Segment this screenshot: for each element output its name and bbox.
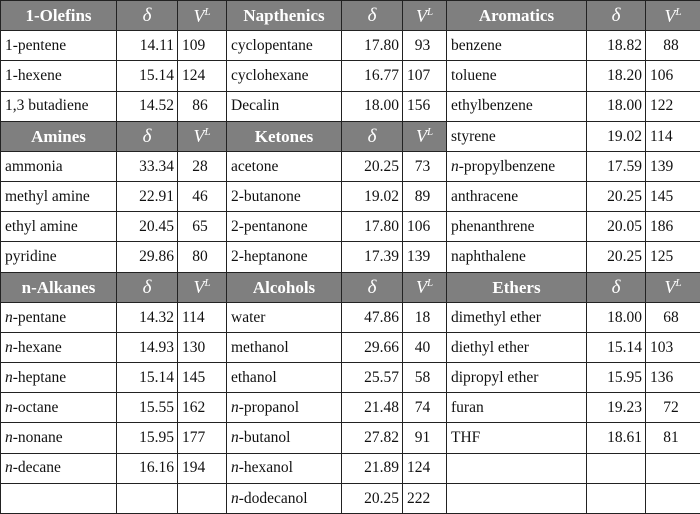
name-text: 2-pentanone bbox=[231, 218, 308, 236]
delta-value: 17.80 bbox=[342, 31, 403, 61]
compound-name bbox=[447, 212, 587, 242]
delta-value: 17.39 bbox=[342, 242, 403, 272]
empty-cell bbox=[447, 453, 587, 483]
delta-value: 15.14 bbox=[587, 332, 646, 362]
table-row bbox=[1, 363, 700, 393]
name-prefix: n bbox=[5, 338, 13, 356]
delta-value: 20.25 bbox=[587, 242, 646, 272]
table-row bbox=[1, 393, 700, 423]
name-text: -propylbenzene bbox=[458, 157, 556, 175]
name-text: -heptane bbox=[12, 368, 67, 386]
name-text: ethanol bbox=[231, 368, 277, 386]
molar-volume-value: 18 bbox=[403, 302, 447, 332]
name-text: benzene bbox=[451, 37, 502, 54]
name-prefix: n bbox=[5, 429, 13, 447]
group-header-alkanes: n-Alkanes bbox=[1, 272, 117, 302]
compound-name bbox=[1, 332, 117, 362]
delta-value: 21.48 bbox=[342, 393, 403, 423]
group-header-napthenics: Napthenics bbox=[227, 1, 342, 31]
name-text: pyridine bbox=[5, 248, 57, 266]
name-text: -nonane bbox=[12, 429, 63, 447]
name-text: -hexanol bbox=[238, 459, 293, 477]
name-text: cyclopentane bbox=[231, 37, 313, 54]
molar-volume-value: 80 bbox=[178, 242, 227, 272]
compound-name bbox=[227, 393, 342, 423]
name-text: furan bbox=[451, 399, 484, 417]
compound-name bbox=[227, 363, 342, 393]
molar-volume-value: 40 bbox=[403, 332, 447, 362]
group-header-ethers: Ethers bbox=[447, 272, 587, 302]
name-text: 1-hexene bbox=[5, 67, 62, 85]
delta-value: 21.89 bbox=[342, 453, 403, 483]
name-text: THF bbox=[451, 429, 481, 447]
delta-value: 14.52 bbox=[117, 91, 178, 121]
molar-volume-value: 177 bbox=[178, 423, 227, 453]
name-text: 2-butanone bbox=[231, 187, 301, 205]
table-row bbox=[1, 242, 700, 272]
molar-volume-value: 109 bbox=[178, 31, 227, 61]
molar-volume-value: 106 bbox=[646, 61, 700, 91]
compound-name bbox=[447, 332, 587, 362]
molar-volume-value: 124 bbox=[403, 453, 447, 483]
molar-volume-value: 139 bbox=[403, 242, 447, 272]
delta-value: 15.14 bbox=[117, 363, 178, 393]
name-text: acetone bbox=[231, 157, 279, 175]
vl-base: V bbox=[193, 126, 205, 147]
compound-name bbox=[447, 182, 587, 212]
molar-volume-value: 194 bbox=[178, 453, 227, 483]
delta-value: 18.00 bbox=[587, 302, 646, 332]
compound-name bbox=[447, 91, 587, 121]
compound-name bbox=[1, 61, 117, 91]
empty-cell bbox=[178, 483, 227, 513]
name-prefix: n bbox=[5, 368, 13, 386]
name-text: methyl amine bbox=[5, 187, 90, 205]
table-row bbox=[1, 332, 700, 362]
molar-volume-value: 103 bbox=[646, 332, 700, 362]
vl-sup: L bbox=[204, 5, 211, 18]
compound-name bbox=[1, 363, 117, 393]
name-text: 2-heptanone bbox=[231, 248, 308, 266]
delta-header: δ bbox=[342, 1, 403, 31]
name-text: -dodecanol bbox=[238, 489, 308, 507]
empty-cell bbox=[117, 483, 178, 513]
compound-name bbox=[1, 151, 117, 181]
group-header-aromatics: Aromatics bbox=[447, 1, 587, 31]
empty-cell bbox=[646, 453, 700, 483]
molar-volume-header bbox=[403, 1, 447, 31]
delta-value: 33.34 bbox=[117, 151, 178, 181]
table-row bbox=[1, 182, 700, 212]
molar-volume-value: 93 bbox=[403, 31, 447, 61]
compound-name bbox=[447, 242, 587, 272]
molar-volume-value: 68 bbox=[646, 302, 700, 332]
compound-name bbox=[447, 151, 587, 181]
molar-volume-value: 114 bbox=[646, 121, 700, 151]
delta-value: 16.16 bbox=[117, 453, 178, 483]
delta-value: 18.82 bbox=[587, 31, 646, 61]
compound-name bbox=[227, 31, 342, 61]
delta-header: δ bbox=[342, 272, 403, 302]
compound-name bbox=[227, 483, 342, 513]
table-row bbox=[1, 423, 700, 453]
name-text: styrene bbox=[451, 127, 496, 145]
compound-name bbox=[227, 151, 342, 181]
vl-base: V bbox=[193, 5, 205, 26]
delta-value: 14.11 bbox=[117, 31, 178, 61]
delta-value: 27.82 bbox=[342, 423, 403, 453]
name-text: -octane bbox=[12, 399, 59, 417]
compound-name bbox=[227, 453, 342, 483]
compound-name bbox=[227, 302, 342, 332]
molar-volume-value: 89 bbox=[403, 182, 447, 212]
delta-value: 19.02 bbox=[587, 121, 646, 151]
delta-value: 19.02 bbox=[342, 182, 403, 212]
name-text: -decane bbox=[12, 459, 61, 477]
empty-cell bbox=[447, 483, 587, 513]
delta-value: 22.91 bbox=[117, 182, 178, 212]
molar-volume-value: 46 bbox=[178, 182, 227, 212]
group-header-olefins: 1-Olefins bbox=[1, 1, 117, 31]
compound-name bbox=[227, 423, 342, 453]
vl-sup: L bbox=[675, 277, 682, 290]
delta-value: 29.66 bbox=[342, 332, 403, 362]
group-header-ketones: Ketones bbox=[227, 121, 342, 151]
name-text: diethyl ether bbox=[451, 338, 529, 356]
delta-value: 20.25 bbox=[342, 151, 403, 181]
compound-name bbox=[1, 302, 117, 332]
name-text: -butanol bbox=[238, 429, 291, 447]
delta-value: 17.80 bbox=[342, 212, 403, 242]
molar-volume-value: 125 bbox=[646, 242, 700, 272]
delta-value: 15.95 bbox=[587, 363, 646, 393]
delta-value: 20.45 bbox=[117, 212, 178, 242]
compound-name bbox=[1, 31, 117, 61]
molar-volume-value: 124 bbox=[178, 61, 227, 91]
delta-value: 29.86 bbox=[117, 242, 178, 272]
delta-value: 18.00 bbox=[587, 91, 646, 121]
group-header-alcohols: Alcohols bbox=[227, 272, 342, 302]
name-prefix: n bbox=[231, 459, 239, 477]
name-text: dimethyl ether bbox=[451, 308, 541, 326]
molar-volume-value: 122 bbox=[646, 91, 700, 121]
name-text: ethyl amine bbox=[5, 218, 78, 236]
name-text: anthracene bbox=[451, 187, 519, 205]
table-row bbox=[1, 302, 700, 332]
name-text: 1,3 butadiene bbox=[5, 97, 89, 115]
molar-volume-value: 73 bbox=[403, 151, 447, 181]
table-row bbox=[1, 1, 700, 31]
delta-value: 20.25 bbox=[342, 483, 403, 513]
compound-name bbox=[1, 453, 117, 483]
molar-volume-value: 81 bbox=[646, 423, 700, 453]
delta-value: 25.57 bbox=[342, 363, 403, 393]
molar-volume-header bbox=[646, 272, 700, 302]
delta-header: δ bbox=[117, 121, 178, 151]
molar-volume-header bbox=[178, 272, 227, 302]
compound-name bbox=[1, 182, 117, 212]
vl-base: V bbox=[664, 5, 676, 26]
compound-name bbox=[227, 212, 342, 242]
name-prefix: n bbox=[231, 489, 239, 507]
compound-name bbox=[447, 121, 587, 151]
delta-value: 15.14 bbox=[117, 61, 178, 91]
delta-value: 19.23 bbox=[587, 393, 646, 423]
delta-value: 47.86 bbox=[342, 302, 403, 332]
compound-name bbox=[1, 393, 117, 423]
delta-value: 18.61 bbox=[587, 423, 646, 453]
molar-volume-value: 106 bbox=[403, 212, 447, 242]
name-text: -propanol bbox=[238, 399, 300, 417]
molar-volume-header bbox=[178, 121, 227, 151]
vl-base: V bbox=[415, 5, 427, 26]
table-row bbox=[1, 121, 700, 151]
compound-name bbox=[1, 91, 117, 121]
molar-volume-value: 28 bbox=[178, 151, 227, 181]
molar-volume-value: 65 bbox=[178, 212, 227, 242]
molar-volume-value: 114 bbox=[178, 302, 227, 332]
vl-sup: L bbox=[204, 126, 211, 139]
delta-value: 20.05 bbox=[587, 212, 646, 242]
name-text: water bbox=[231, 308, 266, 326]
delta-header: δ bbox=[117, 1, 178, 31]
delta-value: 14.32 bbox=[117, 302, 178, 332]
table-row bbox=[1, 212, 700, 242]
table-row bbox=[1, 483, 700, 513]
name-prefix: n bbox=[5, 459, 13, 477]
delta-value: 15.95 bbox=[117, 423, 178, 453]
compound-name bbox=[1, 423, 117, 453]
name-text: cyclohexane bbox=[231, 67, 309, 85]
name-text: Decalin bbox=[231, 97, 280, 115]
molar-volume-value: 130 bbox=[178, 332, 227, 362]
empty-cell bbox=[587, 483, 646, 513]
molar-volume-value: 136 bbox=[646, 363, 700, 393]
molar-volume-value: 86 bbox=[178, 91, 227, 121]
delta-header: δ bbox=[587, 272, 646, 302]
delta-value: 14.93 bbox=[117, 332, 178, 362]
delta-value: 15.55 bbox=[117, 393, 178, 423]
molar-volume-header bbox=[403, 272, 447, 302]
table-row bbox=[1, 31, 700, 61]
delta-header: δ bbox=[117, 272, 178, 302]
table-row bbox=[1, 61, 700, 91]
molar-volume-value: 145 bbox=[178, 363, 227, 393]
molar-volume-value: 145 bbox=[646, 182, 700, 212]
molar-volume-value: 186 bbox=[646, 212, 700, 242]
compound-name bbox=[1, 242, 117, 272]
compound-name bbox=[227, 242, 342, 272]
molar-volume-value: 74 bbox=[403, 393, 447, 423]
name-prefix: n bbox=[231, 399, 239, 417]
name-text: phenanthrene bbox=[451, 218, 535, 236]
delta-header: δ bbox=[587, 1, 646, 31]
empty-cell bbox=[587, 453, 646, 483]
delta-value: 18.20 bbox=[587, 61, 646, 91]
molar-volume-header bbox=[646, 1, 700, 31]
vl-base: V bbox=[415, 126, 427, 147]
molar-volume-header bbox=[403, 121, 447, 151]
delta-value: 16.77 bbox=[342, 61, 403, 91]
name-text: -pentane bbox=[12, 308, 67, 326]
molar-volume-value: 222 bbox=[403, 483, 447, 513]
name-prefix: n bbox=[5, 399, 13, 417]
table-row bbox=[1, 453, 700, 483]
vl-sup: L bbox=[675, 5, 682, 18]
name-prefix: n bbox=[5, 308, 13, 326]
name-text: -hexane bbox=[12, 338, 62, 356]
name-text: dipropyl ether bbox=[451, 368, 539, 386]
compound-name bbox=[1, 212, 117, 242]
vl-sup: L bbox=[426, 126, 434, 139]
molar-volume-value: 162 bbox=[178, 393, 227, 423]
empty-cell bbox=[646, 483, 700, 513]
table-row bbox=[1, 91, 700, 121]
compound-name bbox=[447, 302, 587, 332]
molar-volume-value: 139 bbox=[646, 151, 700, 181]
empty-cell bbox=[1, 483, 117, 513]
molar-volume-header bbox=[178, 1, 227, 31]
molar-volume-value: 72 bbox=[646, 393, 700, 423]
compound-name bbox=[447, 363, 587, 393]
compound-name bbox=[447, 61, 587, 91]
compound-name bbox=[227, 182, 342, 212]
group-header-amines: Amines bbox=[1, 121, 117, 151]
delta-value: 20.25 bbox=[587, 182, 646, 212]
name-text: methanol bbox=[231, 338, 289, 356]
table-row bbox=[1, 151, 700, 181]
table-row bbox=[1, 272, 700, 302]
compound-name bbox=[227, 91, 342, 121]
compound-name bbox=[227, 332, 342, 362]
name-text: naphthalene bbox=[451, 248, 526, 266]
delta-header: δ bbox=[342, 121, 403, 151]
name-text: toluene bbox=[451, 67, 497, 85]
vl-sup: L bbox=[426, 5, 434, 18]
molar-volume-value: 58 bbox=[403, 363, 447, 393]
vl-sup: L bbox=[426, 277, 434, 290]
name-prefix: n bbox=[451, 157, 459, 175]
compound-name bbox=[447, 423, 587, 453]
name-text: ethylbenzene bbox=[451, 97, 533, 115]
compound-name bbox=[447, 393, 587, 423]
vl-sup: L bbox=[204, 277, 211, 290]
delta-value: 17.59 bbox=[587, 151, 646, 181]
name-text: 1-pentene bbox=[5, 37, 67, 54]
molar-volume-value: 88 bbox=[646, 31, 700, 61]
delta-value: 18.00 bbox=[342, 91, 403, 121]
compound-name bbox=[227, 61, 342, 91]
molar-volume-value: 156 bbox=[403, 91, 447, 121]
molar-volume-value: 107 bbox=[403, 61, 447, 91]
vl-base: V bbox=[664, 277, 676, 298]
name-prefix: n bbox=[231, 429, 239, 447]
name-text: ammonia bbox=[5, 157, 63, 175]
vl-base: V bbox=[193, 277, 205, 298]
molar-volume-value: 91 bbox=[403, 423, 447, 453]
vl-base: V bbox=[415, 277, 427, 298]
compound-name bbox=[447, 31, 587, 61]
